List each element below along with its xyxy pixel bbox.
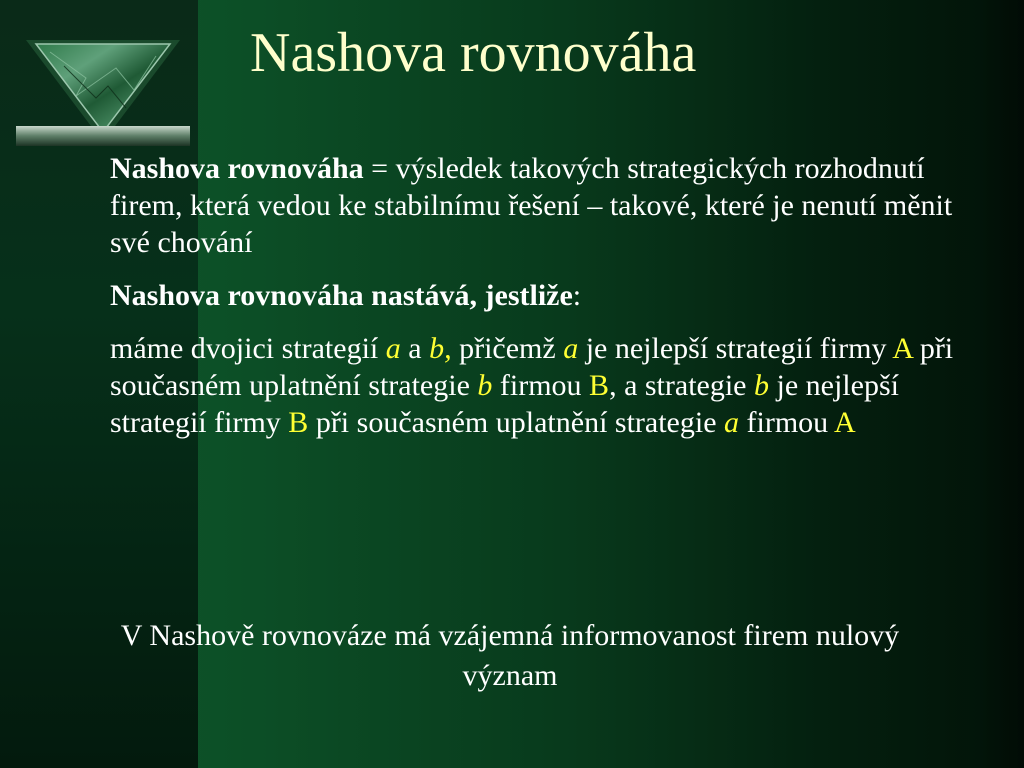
strategy-b: b xyxy=(754,369,769,402)
strategy-a: a xyxy=(563,332,579,365)
green-marble-inverted-triangle-icon xyxy=(16,38,190,150)
explanation-text: firmou xyxy=(739,406,835,439)
content xyxy=(110,150,960,457)
conclusion-text: V Nashově rovnováze má vzájemná informovanost firem nulový význam xyxy=(120,619,900,692)
firm-b: B xyxy=(589,369,610,402)
explanation-text: firmou xyxy=(492,369,590,402)
right-shade xyxy=(976,0,1024,768)
strategy-a: a xyxy=(724,406,740,439)
explanation-text: je nejlepší strategií firmy xyxy=(110,369,899,439)
explanation-text: , a strategie xyxy=(609,369,754,402)
definition-text: = výsledek takových strategických rozhodnutí firem, která vedou ke stabilnímu řešení – takové, které je nenutí měnit své chování xyxy=(110,152,953,259)
firm-a: A xyxy=(834,406,856,439)
firm-b: B xyxy=(288,406,309,439)
page-title: Nashova rovnováha xyxy=(250,22,697,84)
explanation-paragraph xyxy=(110,330,960,441)
condition-heading: Nashova rovnováha nastává, jestliže xyxy=(110,279,573,312)
explanation-text: a xyxy=(400,332,430,365)
definition-term: Nashova rovnováha xyxy=(110,152,364,185)
firm-a: A xyxy=(892,332,913,365)
strategy-b: b xyxy=(477,369,493,402)
strategy-b: b, xyxy=(429,332,452,365)
explanation-text: máme dvojici strategií xyxy=(110,332,386,365)
explanation-text: při současném uplatnění strategie xyxy=(308,406,725,439)
definition-paragraph xyxy=(110,150,960,261)
strategy-a: a xyxy=(385,332,401,365)
explanation-text: přičemž xyxy=(451,332,564,365)
explanation-text: při současném uplatnění strategie xyxy=(110,332,954,402)
condition-colon: : xyxy=(572,279,582,312)
condition-paragraph xyxy=(110,277,960,314)
explanation-text: je nejlepší strategií firmy xyxy=(578,332,893,365)
